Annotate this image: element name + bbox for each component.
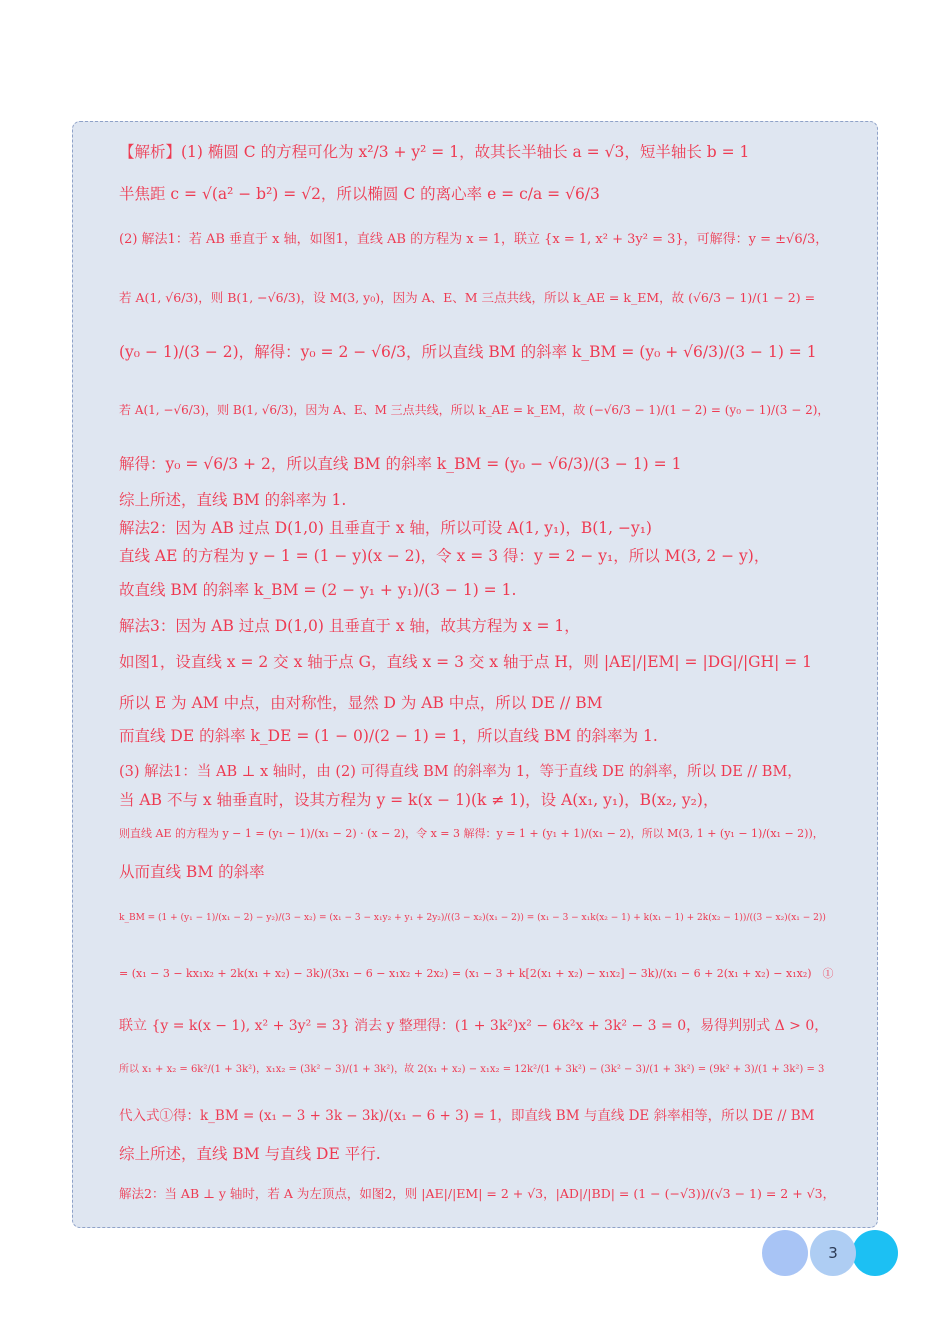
text-line: 所以 E 为 AM 中点，由对称性，显然 D 为 AB 中点，所以 DE // BM bbox=[119, 694, 603, 712]
text-line: (y₀ − 1)/(3 − 2)，解得：y₀ = 2 − √6/3，所以直线 BM 的斜率 k_BM = (y₀ + √6/3)/(3 − 1) = 1 bbox=[119, 343, 817, 361]
text-line: 解得：y₀ = √6/3 + 2，所以直线 BM 的斜率 k_BM = (y₀ − √6/3)/(3 − 1) = 1 bbox=[119, 455, 682, 473]
page-number: 3 bbox=[810, 1230, 856, 1276]
text-line: 所以 x₁ + x₂ = 6k²/(1 + 3k²)，x₁x₂ = (3k² − 3)/(1 + 3k²)，故 2(x₁ + x₂) − x₁x₂ = 12k²/(1 + 3k²) − (3k² − 3)/(1 + 3k²) = (9k² + 3)/(1 + 3k²) = 3 bbox=[119, 1064, 825, 1075]
text-line: 若 A(1, √6/3)，则 B(1, −√6/3)，设 M(3, y₀)，因为 A、E、M 三点共线，所以 k_AE = k_EM，故 (√6/3 − 1)/(1 − 2) = bbox=[119, 290, 816, 305]
text-line: 直线 AE 的方程为 y − 1 = (1 − y)(x − 2)，令 x = 3 得：y = 2 − y₁，所以 M(3, 2 − y)， bbox=[119, 547, 770, 565]
text-line: = (x₁ − 3 − kx₁x₂ + 2k(x₁ + x₂) − 3k)/(3x₁ − 6 − x₁x₂ + 2x₂) = (x₁ − 3 + k[2(x₁ + x₂) − x₁x₂] − 3k)/(x₁ − 6 + 2(x₁ + x₂) − x₁x₂) ① bbox=[119, 967, 834, 980]
text-line: 若 A(1, −√6/3)，则 B(1, √6/3)，因为 A、E、M 三点共线，所以 k_AE = k_EM，故 (−√6/3 − 1)/(1 − 2) = (y₀ − 1)/(3 − 2)， bbox=[119, 403, 830, 417]
decor-circle-right bbox=[852, 1230, 898, 1276]
text-line: 综上所述，直线 BM 的斜率为 1. bbox=[119, 491, 347, 509]
solution-box bbox=[72, 121, 878, 1228]
text-line: 半焦距 c = √(a² − b²) = √2，所以椭圆 C 的离心率 e = c/a = √6/3 bbox=[119, 185, 600, 203]
text-line: 解法3：因为 AB 过点 D(1,0) 且垂直于 x 轴，故其方程为 x = 1， bbox=[119, 617, 580, 635]
text-line: 联立 {y = k(x − 1), x² + 3y² = 3} 消去 y 整理得：(1 + 3k²)x² − 6k²x + 3k² − 3 = 0，易得判别式 Δ > 0， bbox=[119, 1018, 829, 1034]
text-line: 解法2：当 AB ⊥ y 轴时，若 A 为左顶点，如图2，则 |AE|/|EM| = 2 + √3，|AD|/|BD| = (1 − (−√3))/(√3 − 1) = 2 + √3， bbox=[119, 1186, 836, 1201]
text-line: (3) 解法1：当 AB ⊥ x 轴时，由 (2) 可得直线 BM 的斜率为 1，等于直线 DE 的斜率，所以 DE // BM， bbox=[119, 764, 802, 780]
text-line: 如图1，设直线 x = 2 交 x 轴于点 G，直线 x = 3 交 x 轴于点 H，则 |AE|/|EM| = |DG|/|GH| = 1 bbox=[119, 653, 812, 671]
text-line: k_BM = (1 + (y₁ − 1)/(x₁ − 2) − y₂)/(3 − x₂) = (x₁ − 3 − x₁y₂ + y₁ + 2y₂)/((3 − x₂)(x₁ − 2)) = (x₁ − 3 − x₁k(x₂ − 1) + k(x₁ − 1) + 2k(x₂ − 1))/((3 − x₂)(x₁ − 2)) bbox=[119, 913, 826, 923]
text-line: 当 AB 不与 x 轴垂直时，设其方程为 y = k(x − 1)(k ≠ 1)，设 A(x₁, y₁)，B(x₂, y₂)， bbox=[119, 791, 719, 809]
text-line: 综上所述，直线 BM 与直线 DE 平行. bbox=[119, 1145, 381, 1163]
text-line: 则直线 AE 的方程为 y − 1 = (y₁ − 1)/(x₁ − 2) · (x − 2)，令 x = 3 解得：y = 1 + (y₁ + 1)/(x₁ − 2)，所以 M(3, 1 + (y₁ − 1)/(x₁ − 2))， bbox=[119, 827, 824, 840]
text-line: 【解析】(1) 椭圆 C 的方程可化为 x²/3 + y² = 1，故其长半轴长 a = √3，短半轴长 b = 1 bbox=[119, 143, 750, 161]
text-line: 解法2：因为 AB 过点 D(1,0) 且垂直于 x 轴，所以可设 A(1, y₁)，B(1, −y₁) bbox=[119, 519, 652, 537]
decor-circle-left bbox=[762, 1230, 808, 1276]
text-line: (2) 解法1：若 AB 垂直于 x 轴，如图1，直线 AB 的方程为 x = 1，联立 {x = 1, x² + 3y² = 3}，可解得：y = ±√6/3， bbox=[119, 232, 829, 247]
text-line: 从而直线 BM 的斜率 bbox=[119, 863, 265, 881]
text-line: 而直线 DE 的斜率 k_DE = (1 − 0)/(2 − 1) = 1，所以直线 BM 的斜率为 1. bbox=[119, 727, 658, 745]
text-line: 故直线 BM 的斜率 k_BM = (2 − y₁ + y₁)/(3 − 1) = 1. bbox=[119, 581, 517, 599]
text-line: 代入式①得：k_BM = (x₁ − 3 + 3k − 3k)/(x₁ − 6 + 3) = 1，即直线 BM 与直线 DE 斜率相等，所以 DE // BM bbox=[119, 1108, 815, 1124]
